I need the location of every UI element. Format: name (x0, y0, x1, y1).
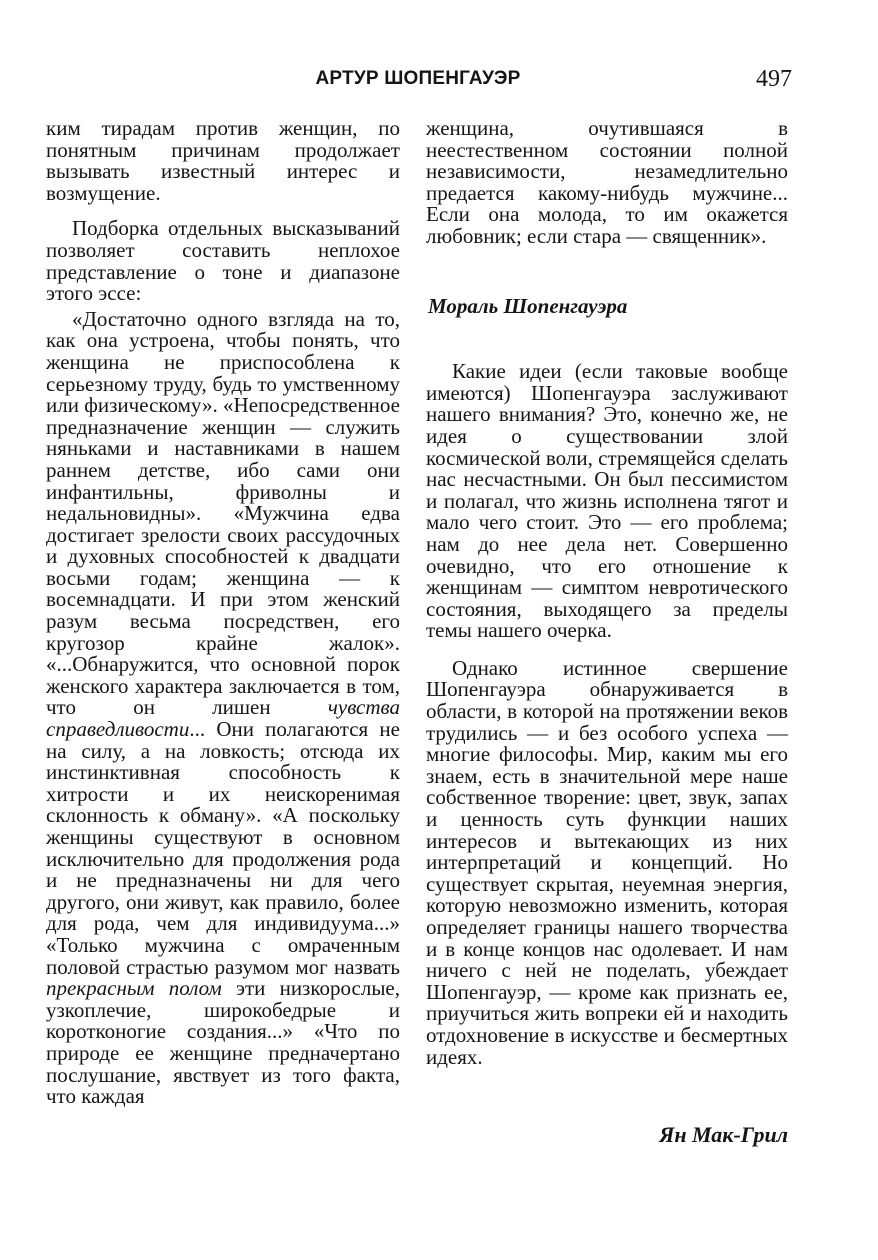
quote-text-part-2: ... Они полагаются не на силу, а на ловкость; отсюда их инстинктивная способность к хитрости и их неискоренимая склонность к обману». «А поскольку женщины существуют в основном исключительно для продолжения рода и не предназначены ни для чего другого, они живут, как правило, более для рода, чем для индивидуума...» «Только мужчина с омраченным половой страстью разумом мог назвать (46, 717, 400, 979)
emphasis-fair-sex: прекрасным полом (46, 976, 222, 1001)
right-paragraph-1: женщина, очутившаяся в неестественном состоянии полной независимости, незамедлительно предается какому-нибудь мужчине... Если она молода, то им окажется любовник; если стара — священник». (426, 116, 788, 248)
left-paragraph-3-quotes (46, 306, 400, 1109)
quote-text-part-1: «Достаточно одного взгляда на то, как она устроена, чтобы понять, что женщина не приспособлена к серьезному труду, будь то умственному или физическому». «Непосредственное предназначение женщин — служить няньками и наставниками в нашем раннем детстве, ибо сами они инфантильны, фриволны и недальновидны». «Мужчина едва достигает зрелости своих рассудочных и духовных способностей к двадцати восьми годам; женщина — к восемнадцати. И при этом женский разум весьма посредствен, его кругозор крайне жалок». «...Обнаружится, что основной порок женского характера заключается в том, что он лишен (46, 306, 400, 720)
page-number: 497 (756, 66, 792, 92)
right-column (426, 118, 788, 1068)
right-paragraph-2: Какие идеи (если таковые вообще имеются) Шопенгауэра заслуживают нашего внимания? Это, конечно же, не идея о существовании злой космической воли, стремящейся сделать нас несчастными. Он был пессимистом и полагал, что жизнь исполнена тягот и мало чего стоит. Это — его проблема; нам до нее дела нет. Совершенно очевидно, что его отношение к женщинам — симптом невротического состояния, выходящего за пределы темы нашего очерка. (426, 359, 788, 643)
emphasis-justice: чувства справедливости (46, 695, 400, 742)
right-paragraph-3: Однако истинное свершение Шопенгауэра обнаруживается в области, в которой на протяжении веков трудились — и без особого успеха — многие философы. Мир, каким мы его знаем, есть в значительной мере наше собственное творение: цвет, звук, запах и ценность суть функции наших интересов и вытекающих из них интерпретаций и концепций. Но существует скрытая, неуемная энергия, которую невозможно изменить, которая определяет границы нашего творчества и в конце концов нас одолевает. И нам ничего с ней не поделать, убеждает Шопенгауэр, — кроме как признать ее, приучиться жить вопреки ей и находить отдохновение в искусстве и бесмертных идеях. (426, 655, 788, 1069)
left-paragraph-1: ким тирадам против женщин, по понятным причинам продолжает вызывать известный интерес и возмущение. (46, 116, 400, 205)
left-column (46, 118, 400, 1108)
author-signature: Ян Мак-Грил (659, 1122, 788, 1147)
running-head (44, 68, 792, 104)
running-title: АРТУР ШОПЕНГАУЭР (315, 68, 521, 89)
section-heading: Мораль Шопенгауэра (428, 293, 628, 318)
quote-text-part-3: эти низкорослые, узкоплечие, широкобедрые и коротконогие создания...» «Что по природе ее женщине предначертано послушание, явствует из того факта, что каждая (46, 976, 400, 1109)
left-paragraph-2: Подборка отдельных высказываний позволяет составить неплохое представление о тоне и диапазоне этого эссе: (46, 216, 400, 306)
